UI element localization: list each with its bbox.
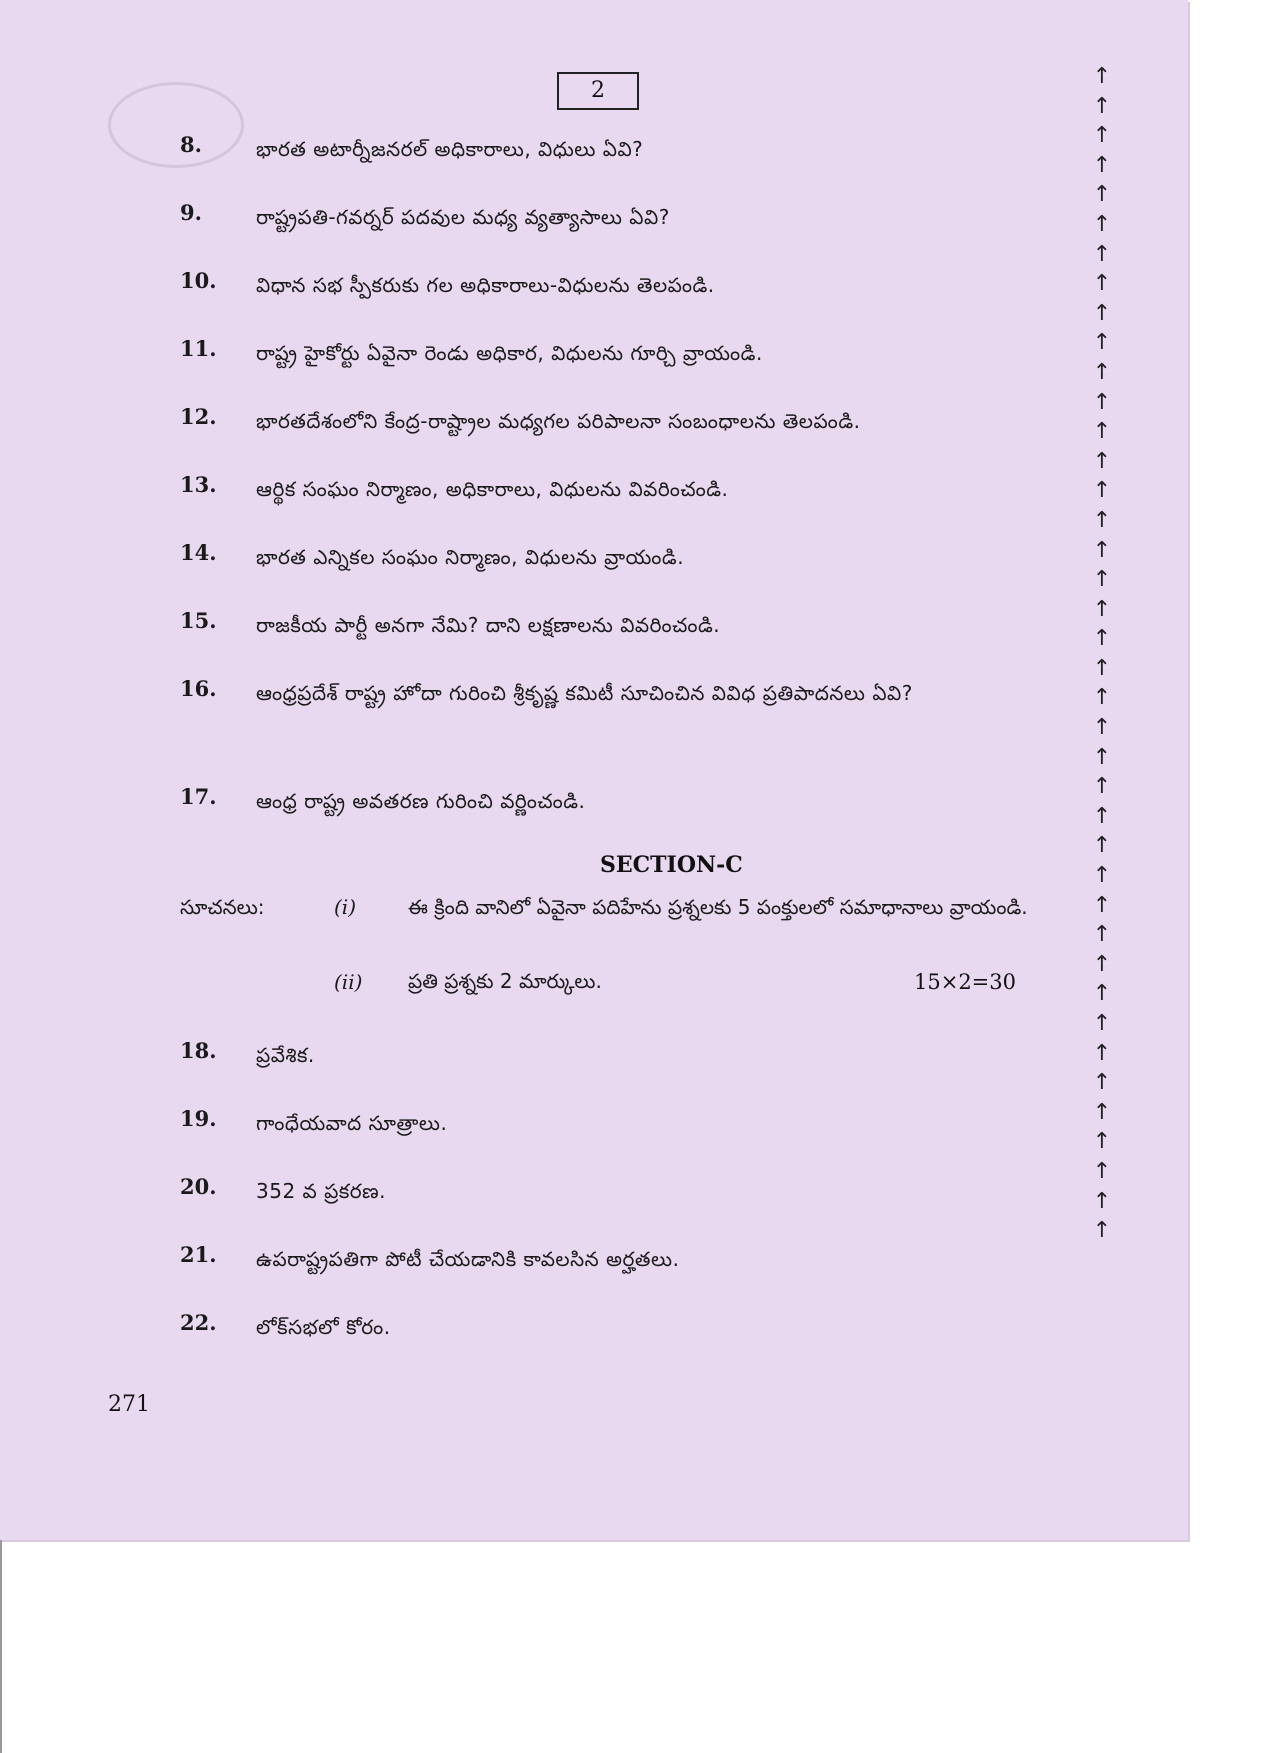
show-through-stamp: [108, 82, 244, 168]
question-text: భారత ఎన్నికల సంఘం నిర్మాణం, విధులను వ్రాయండి.: [256, 545, 685, 569]
up-arrow-icon: ↑: [1092, 833, 1112, 859]
question-text: భారత అటార్నీజనరల్ అధికారాలు, విధులు ఏవి?: [256, 137, 644, 161]
page-number-box: 2: [557, 72, 639, 110]
up-arrow-icon: ↑: [1092, 626, 1112, 652]
up-arrow-icon: ↑: [1092, 1158, 1112, 1184]
marks-allocation: 15×2=30: [914, 970, 1016, 994]
question-number: 10.: [180, 268, 217, 293]
instruction-roman: (ii): [334, 970, 363, 994]
question-number: 19.: [180, 1106, 217, 1131]
up-arrow-icon: ↑: [1092, 744, 1112, 770]
up-arrow-icon: ↑: [1092, 1011, 1112, 1036]
question-number: 16.: [180, 676, 217, 701]
question-number: 12.: [180, 404, 217, 429]
up-arrow-icon: ↑: [1092, 389, 1112, 415]
up-arrow-icon: ↑: [1092, 1070, 1112, 1096]
up-arrow-icon: ↑: [1092, 507, 1112, 533]
up-arrow-icon: ↑: [1092, 93, 1112, 119]
question-number: 8.: [180, 132, 202, 157]
up-arrow-icon: ↑: [1092, 241, 1112, 267]
question-number: 9.: [180, 200, 202, 225]
question-text: రాష్ట్రపతి-గవర్నర్ పదవుల మధ్య వ్యత్యాసాలు ఏవి?: [256, 205, 670, 229]
instruction-text: ప్రతి ప్రశ్నకు 2 మార్కులు.: [408, 969, 602, 993]
up-arrow-icon: ↑: [1092, 64, 1112, 89]
up-arrow-icon: ↑: [1092, 715, 1112, 741]
question-text: ప్రవేశిక.: [256, 1043, 315, 1067]
up-arrow-icon: ↑: [1092, 1129, 1112, 1155]
question-text: విధాన సభ స్పీకరుకు గల అధికారాలు-విధులను తెలపండి.: [256, 273, 715, 297]
question-number: 22.: [180, 1310, 217, 1335]
question-text: లోక్‌సభలో కోరం.: [256, 1315, 391, 1339]
question-number: 17.: [180, 784, 217, 809]
up-arrow-icon: ↑: [1092, 774, 1112, 800]
up-arrow-icon: ↑: [1092, 1099, 1112, 1125]
up-arrow-icon: ↑: [1092, 951, 1112, 977]
question-number: 13.: [180, 472, 217, 497]
up-arrow-icon: ↑: [1092, 1188, 1112, 1214]
up-arrow-icon: ↑: [1092, 271, 1112, 297]
up-arrow-icon: ↑: [1092, 803, 1112, 829]
up-arrow-icon: ↑: [1092, 359, 1112, 385]
instructions-label: సూచనలు:: [180, 895, 265, 919]
up-arrow-icon: ↑: [1092, 1040, 1112, 1066]
question-number: 15.: [180, 608, 217, 633]
up-arrow-icon: ↑: [1092, 922, 1112, 948]
question-text: ఉపరాష్ట్రపతిగా పోటీ చేయడానికి కావలసిన అర్హతలు.: [256, 1247, 680, 1271]
question-text: 352 వ ప్రకరణ.: [256, 1179, 387, 1203]
question-text: గాంధేయవాద సూత్రాలు.: [256, 1111, 448, 1135]
page-footer-number: 271: [108, 1392, 150, 1417]
margin-arrows: [1092, 62, 1112, 1246]
question-text: భారతదేశంలోని కేంద్ర-రాష్ట్రాల మధ్యగల పరిపాలనా సంబంధాలను తెలపండి.: [256, 409, 861, 433]
up-arrow-icon: ↑: [1092, 182, 1112, 208]
up-arrow-icon: ↑: [1092, 685, 1112, 711]
up-arrow-icon: ↑: [1092, 211, 1112, 237]
question-text: ఆంధ్ర రాష్ట్ర అవతరణ గురించి వర్ణించండి.: [256, 789, 586, 813]
up-arrow-icon: ↑: [1092, 537, 1112, 563]
question-text: ఆంధ్రప్రదేశ్ రాష్ట్ర హోదా గురించి శ్రీకృష్ణ కమిటీ సూచించిన వివిధ ప్రతిపాదనలు ఏవి?: [256, 681, 913, 705]
question-text: రాజకీయ పార్టీ అనగా నేమి? దాని లక్షణాలను వివరించండి.: [256, 613, 721, 637]
instruction-roman: (i): [334, 895, 357, 919]
up-arrow-icon: ↑: [1092, 419, 1112, 445]
question-number: 18.: [180, 1038, 217, 1063]
up-arrow-icon: ↑: [1092, 596, 1112, 622]
up-arrow-icon: ↑: [1092, 892, 1112, 918]
up-arrow-icon: ↑: [1092, 152, 1112, 178]
up-arrow-icon: ↑: [1092, 123, 1112, 149]
up-arrow-icon: ↑: [1092, 863, 1112, 889]
up-arrow-icon: ↑: [1092, 567, 1112, 593]
up-arrow-icon: ↑: [1092, 330, 1112, 356]
question-text: ఆర్థిక సంఘం నిర్మాణం, అధికారాలు, విధులను వివరించండి.: [256, 477, 729, 501]
question-number: 14.: [180, 540, 217, 565]
up-arrow-icon: ↑: [1092, 478, 1112, 504]
question-number: 11.: [180, 336, 217, 361]
up-arrow-icon: ↑: [1092, 655, 1112, 681]
up-arrow-icon: ↑: [1092, 300, 1112, 326]
section-title: SECTION-C: [600, 852, 743, 878]
scan-edge-line: [0, 1540, 2, 1753]
instruction-text: ఈ క్రింది వానిలో ఏవైనా పదిహేను ప్రశ్నలకు 5 పంక్తులలో సమాధానాలు వ్రాయండి.: [408, 895, 1028, 919]
up-arrow-icon: ↑: [1092, 1218, 1112, 1244]
up-arrow-icon: ↑: [1092, 981, 1112, 1007]
question-number: 20.: [180, 1174, 217, 1199]
question-text: రాష్ట్ర హైకోర్టు ఏవైనా రెండు అధికార, విధులను గూర్చి వ్రాయండి.: [256, 341, 763, 365]
up-arrow-icon: ↑: [1092, 448, 1112, 474]
question-number: 21.: [180, 1242, 217, 1267]
